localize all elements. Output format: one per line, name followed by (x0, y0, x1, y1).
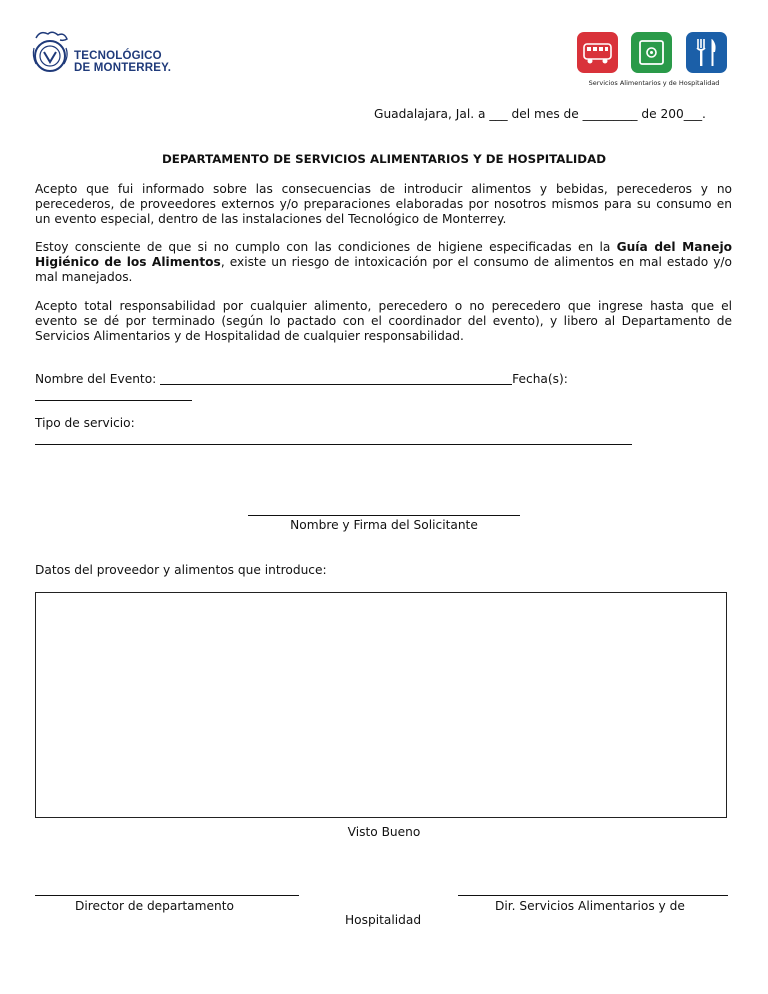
director-signature-label: Director de departamento (75, 899, 234, 913)
fecha-field[interactable] (35, 400, 192, 401)
tec-seal-icon (30, 28, 72, 78)
services-director-signature-line[interactable] (458, 895, 728, 896)
event-name-label: Nombre del Evento: (35, 372, 161, 386)
guide-title-bold: Guía del Manejo Higiénico de los Alimentos (35, 240, 732, 269)
applicant-signature-label: Nombre y Firma del Solicitante (290, 518, 478, 532)
tec-wordmark-line1: TECNOLÓGICO (74, 50, 162, 62)
page-title: DEPARTAMENTO DE SERVICIOS ALIMENTARIOS Y DE HOSPITALIDAD (161, 152, 606, 166)
approval-label: Visto Bueno (347, 825, 421, 839)
consent-paragraph-3: Acepto total responsabilidad por cualquier alimento, perecedero o no perecedero que ingrese hasta que el evento se dé por terminado (según lo pactado con el coordinador del evento), y libero al Departamento de Servicios Alimentarios y de Hospitalidad de cualquier responsabilidad. (35, 299, 732, 343)
services-director-signature-label: Dir. Servicios Alimentarios y de (495, 899, 685, 913)
fork-knife-icon (686, 32, 727, 73)
provider-data-label: Datos del proveedor y alimentos que introduce: (35, 563, 327, 577)
para2-text-before: Estoy consciente de que si no cumplo con las condiciones de higiene especificadas en la (35, 240, 617, 254)
bus-icon (577, 32, 618, 73)
para2-text-after: , existe un riesgo de intoxicación por el consumo de alimentos en mal estado y/o mal manejados. (35, 255, 732, 284)
safe-icon (631, 32, 672, 73)
sah-caption: Servicios Alimentarios y de Hospitalidad (588, 79, 720, 87)
service-type-field[interactable] (35, 444, 632, 445)
sah-logo (574, 32, 734, 92)
event-field-row (35, 372, 568, 386)
service-type-label: Tipo de servicio: (35, 416, 135, 430)
director-signature-line[interactable] (35, 895, 299, 896)
hospitality-label: Hospitalidad (345, 913, 422, 927)
tec-wordmark-line2: DE MONTERREY. (74, 62, 172, 74)
tec-wordmark (74, 50, 171, 74)
event-name-field[interactable] (160, 372, 512, 385)
tec-logo (30, 28, 190, 84)
consent-paragraph-1: Acepto que fui informado sobre las consecuencias de introducir alimentos y bebidas, perecederos y no perecederos, de proveedores externos y/o preparaciones elaboradas por nosotros mismos para su consumo en un evento especial, dentro de las instalaciones del Tecnológico de Monterrey. (35, 182, 732, 226)
date-line: Guadalajara, Jal. a ___ del mes de _________ de 200___. (374, 107, 706, 121)
applicant-signature-line[interactable] (248, 515, 520, 516)
provider-data-box[interactable] (35, 592, 727, 818)
fecha-label: Fecha(s): (512, 372, 568, 386)
consent-paragraph-2 (35, 240, 732, 285)
